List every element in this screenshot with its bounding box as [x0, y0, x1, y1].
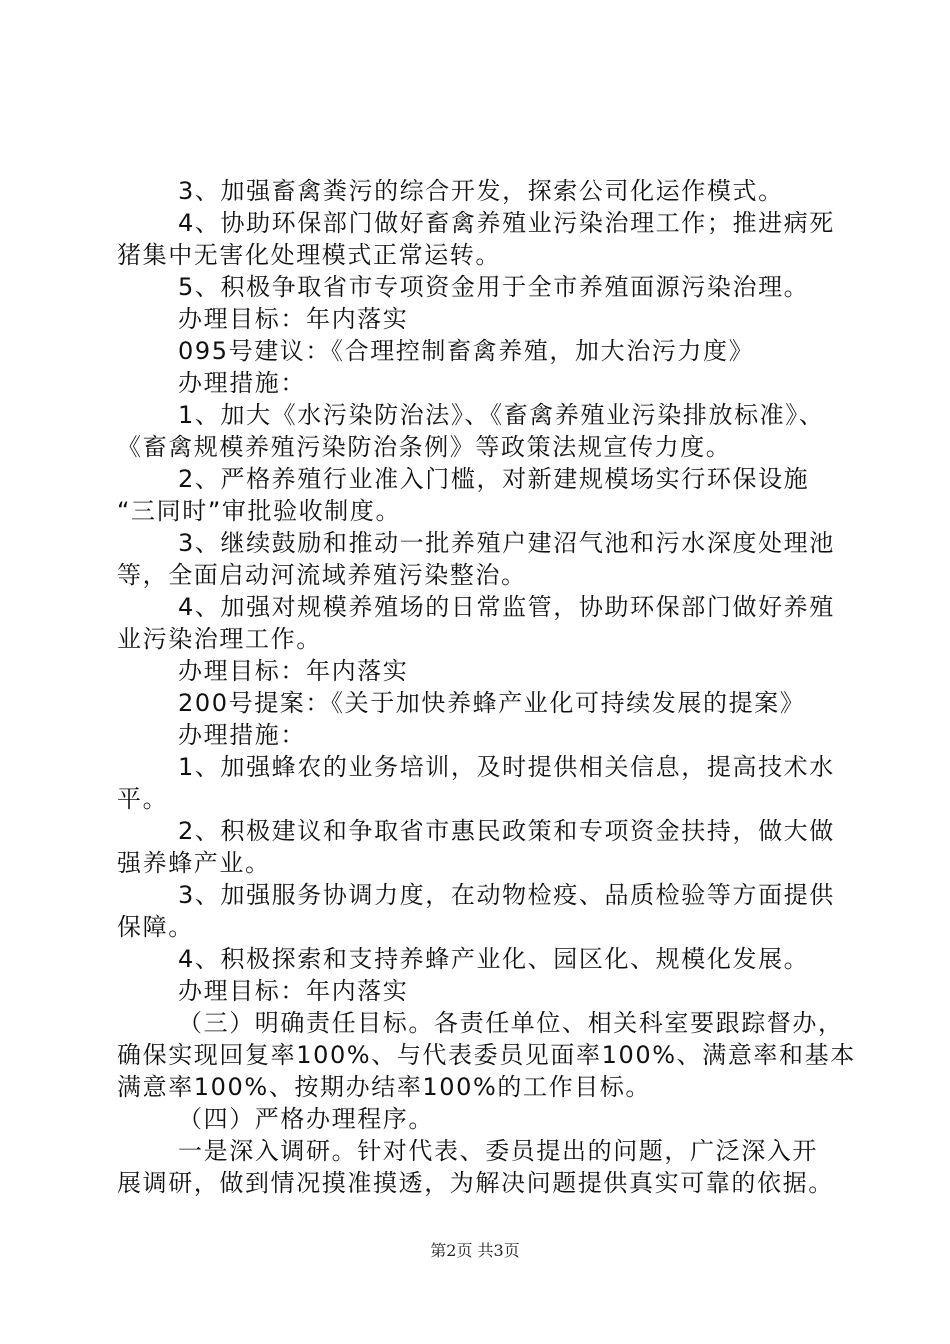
text-line: 3、加强服务协调力度，在动物检疫、品质检验等方面提供 — [178, 881, 835, 909]
text-line: 保障。 — [117, 913, 194, 941]
text-line: 1、加大《水污染防治法》、《畜禽养殖业污染排放标准》、 — [178, 401, 825, 429]
page-number-footer: 第2页 共3页 — [430, 1241, 520, 1260]
text-line: 办理措施： — [178, 721, 306, 749]
text-line: 强养蜂产业。 — [117, 849, 271, 877]
text-line: 平。 — [117, 785, 169, 813]
text-line: 3、继续鼓励和推动一批养殖户建沼气池和污水深度处理池 — [178, 529, 835, 557]
text-line: 办理目标：年内落实 — [178, 657, 409, 685]
text-line: 3、加强畜禽粪污的综合开发，探索公司化运作模式。 — [178, 177, 784, 205]
text-line: 4、协助环保部门做好畜禽养殖业污染治理工作；推进病死 — [178, 209, 835, 237]
text-line: 猪集中无害化处理模式正常运转。 — [117, 241, 501, 269]
text-line: 等，全面启动河流域养殖污染整治。 — [117, 561, 527, 589]
text-line: 2、积极建议和争取省市惠民政策和专项资金扶持，做大做 — [178, 817, 835, 845]
text-line: 5、积极争取省市专项资金用于全市养殖面源污染治理。 — [178, 273, 810, 301]
text-line: 2、严格养殖行业准入门槛，对新建规模场实行环保设施 — [178, 465, 810, 493]
text-line: （四）严格办理程序。 — [178, 1105, 434, 1133]
text-line: 办理目标：年内落实 — [178, 305, 409, 333]
text-line: 095号建议：《合理控制畜禽养殖，加大治污力度》 — [178, 337, 755, 365]
text-line: 4、加强对规模养殖场的日常监管，协助环保部门做好养殖 — [178, 593, 835, 621]
text-line: 业污染治理工作。 — [117, 625, 322, 653]
text-line: 《畜禽规模养殖污染防治条例》等政策法规宣传力度。 — [117, 433, 732, 461]
text-line: 4、积极探索和支持养蜂产业化、园区化、规模化发展。 — [178, 945, 810, 973]
text-line: 办理目标：年内落实 — [178, 977, 409, 1005]
text-line: 一是深入调研。针对代表、委员提出的问题，广泛深入开 — [178, 1137, 818, 1165]
text-line: 满意率100%、按期办结率100%的工作目标。 — [117, 1073, 652, 1101]
text-line: 确保实现回复率100%、与代表委员见面率100%、满意率和基本 — [117, 1041, 856, 1069]
text-line: 200号提案：《关于加快养蜂产业化可持续发展的提案》 — [178, 689, 806, 717]
text-line: 展调研，做到情况摸准摸透，为解决问题提供真实可靠的依据。 — [117, 1169, 834, 1197]
text-line: 1、加强蜂农的业务培训，及时提供相关信息，提高技术水 — [178, 753, 835, 781]
text-line: 办理措施： — [178, 369, 306, 397]
text-line: （三）明确责任目标。各责任单位、相关科室要跟踪督办， — [178, 1009, 844, 1037]
text-line: “三同时”审批验收制度。 — [117, 497, 402, 525]
